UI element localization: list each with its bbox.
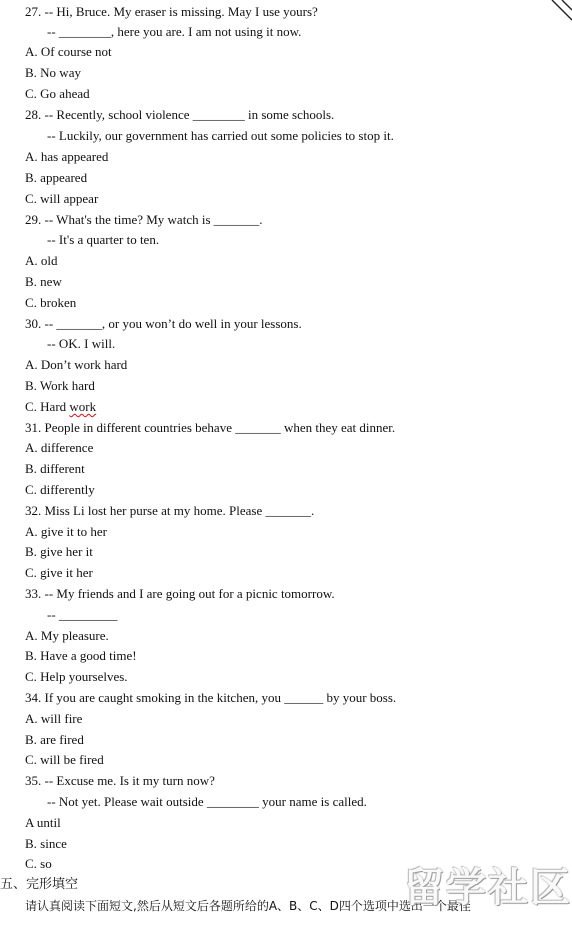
- question-29-option-c: C. broken: [25, 295, 77, 310]
- question-27-reply: -- ________, here you are. I am not using it now.: [47, 24, 302, 39]
- section-instruction: 请认真阅读下面短文,然后从短文后各题所给的A、B、C、D四个选项中选出一个最佳: [25, 899, 471, 913]
- question-30-option-b: B. Work hard: [25, 378, 95, 393]
- question-30-reply: -- OK. I will.: [47, 336, 116, 351]
- question-31-option-b: B. different: [25, 461, 85, 476]
- question-31-option-a: A. difference: [25, 440, 94, 455]
- question-28-option-c: C. will appear: [25, 191, 99, 206]
- question-33-option-c: C. Help yourselves.: [25, 669, 128, 684]
- question-32-option-c: C. give it her: [25, 565, 93, 580]
- question-34-option-b: B. are fired: [25, 732, 84, 747]
- question-32-stem: 32. Miss Li lost her purse at my home. Please _______.: [25, 503, 315, 518]
- question-35-stem: 35. -- Excuse me. Is it my turn now?: [25, 773, 215, 788]
- question-35-option-b: B. since: [25, 836, 67, 851]
- question-34-stem: 34. If you are caught smoking in the kitchen, you ______ by your boss.: [25, 690, 397, 705]
- question-30-option-c-head: C. Hard: [25, 399, 70, 414]
- question-30-stem: 30. -- _______, or you won’t do well in your lessons.: [25, 316, 302, 331]
- question-27-option-b: B. No way: [25, 65, 81, 80]
- question-30-option-c-spellcheck-word: work: [69, 399, 97, 414]
- page-corner-mark: [548, 0, 572, 24]
- question-32-option-b: B. give her it: [25, 544, 93, 559]
- question-29-stem: 29. -- What's the time? My watch is _______.: [25, 212, 263, 227]
- question-33-option-a: A. My pleasure.: [25, 628, 109, 643]
- question-33-option-b: B. Have a good time!: [25, 648, 137, 663]
- question-31-option-c: C. differently: [25, 482, 95, 497]
- question-33-reply: -- _________: [47, 607, 118, 622]
- question-29-reply: -- It's a quarter to ten.: [47, 232, 160, 247]
- question-35-reply: -- Not yet. Please wait outside ________ your name is called.: [47, 794, 367, 809]
- question-29-option-a: A. old: [25, 253, 58, 268]
- section-heading: 五、完形填空: [0, 877, 79, 892]
- question-28-option-b: B. appeared: [25, 170, 88, 185]
- question-33-stem: 33. -- My friends and I are going out for a picnic tomorrow.: [25, 586, 335, 601]
- question-35-option-a: A until: [25, 815, 61, 830]
- question-29-option-b: B. new: [25, 274, 62, 289]
- question-30-option-a: A. Don’t work hard: [25, 357, 128, 372]
- question-28-option-a: A. has appeared: [25, 149, 109, 164]
- question-34-option-a: A. will fire: [25, 711, 83, 726]
- question-28-reply: -- Luckily, our government has carried out some policies to stop it.: [47, 128, 394, 143]
- question-34-option-c: C. will be fired: [25, 752, 104, 767]
- question-27-option-c: C. Go ahead: [25, 86, 90, 101]
- question-31-stem: 31. People in different countries behave _______ when they eat dinner.: [25, 420, 396, 435]
- question-32-option-a: A. give it to her: [25, 524, 107, 539]
- question-30-option-c: [25, 397, 96, 417]
- watermark-logo-text: 留学社区: [404, 865, 572, 911]
- question-28-stem: 28. -- Recently, school violence ________ in some schools.: [25, 107, 335, 122]
- question-27-option-a: A. Of course not: [25, 44, 112, 59]
- question-27-stem: 27. -- Hi, Bruce. My eraser is missing. May I use yours?: [25, 4, 318, 19]
- question-35-option-c: C. so: [25, 856, 52, 871]
